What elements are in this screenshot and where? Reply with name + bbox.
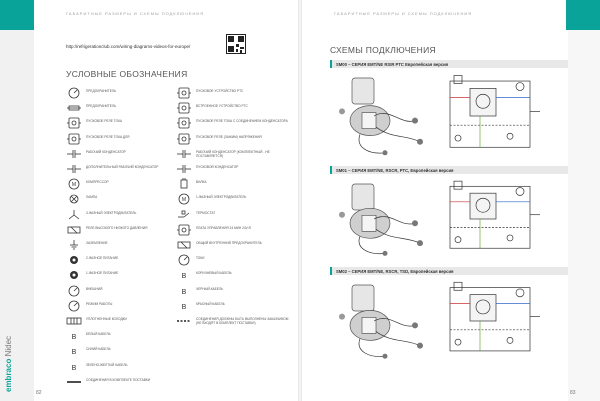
clock-icon — [66, 284, 82, 298]
gauge-icon — [66, 86, 82, 100]
gauge-icon — [66, 86, 82, 100]
pressure-relay-icon — [66, 223, 82, 237]
legend-item-label: СИНИЙ КАБЕЛЬ — [86, 347, 111, 352]
legend-item — [176, 284, 296, 299]
capacitor-icon — [66, 162, 82, 176]
schemes-title: СХЕМЫ ПОДКЛЮЧЕНИЯ — [330, 45, 436, 55]
compressor-icon — [66, 177, 82, 191]
legend-item — [66, 116, 186, 131]
legend-item-label: ПУСКОВОЕ РЕЛЕ (ЗАЖИМ) НАПРЯЖЕНИЯ — [196, 134, 262, 139]
legend-item-label: ПУСКОВОЕ РЕЛЕ ТОКА — [86, 119, 123, 124]
brand-sub: Nidec — [4, 335, 13, 357]
qr-code-icon[interactable] — [226, 34, 246, 54]
schematic — [450, 76, 540, 148]
svg-text:B: B — [181, 303, 187, 311]
wire-icon — [66, 360, 82, 374]
start-relay-icon — [66, 132, 82, 146]
svg-text:B: B — [181, 273, 187, 281]
schematic — [450, 282, 540, 351]
legend-item-label: РЕЖИМ РАБОТЫ — [86, 301, 113, 306]
legend-item-label: БЕЛЫЙ КАБЕЛЬ — [86, 332, 111, 337]
wire-icon — [176, 284, 192, 298]
legend-item-label: ВСТРОЕННОЕ УСТРОЙСТВО PTC — [196, 104, 248, 109]
legend-item-label: ПРЕДОХРАНИТЕЛЬ — [86, 104, 117, 109]
legend-item — [176, 314, 296, 329]
legend-item — [66, 223, 186, 238]
ground-icon — [66, 238, 82, 252]
start-relay-icon — [66, 116, 82, 130]
svg-text:M: M — [181, 197, 187, 204]
legend-item — [176, 177, 296, 192]
compressor-icon — [66, 177, 82, 191]
svg-text:B: B — [71, 334, 77, 342]
legend-item — [66, 253, 186, 268]
relay-cap-icon — [176, 132, 192, 146]
clock-icon — [66, 299, 82, 313]
schematic — [450, 181, 540, 248]
legend-item — [176, 132, 296, 147]
legend-item — [66, 162, 186, 177]
legend-item — [176, 238, 296, 253]
legend-item-label: УПЛОТНЕННЫЕ КОЛОДКИ — [86, 317, 127, 321]
legend-item — [66, 268, 186, 283]
page-number-right: 83 — [570, 390, 576, 396]
page-gutter — [298, 0, 302, 401]
legend-item — [66, 375, 186, 390]
video-link[interactable]: http://refrigerationclub.com/wiring-diagrams-videos-for-europe/ — [66, 44, 191, 49]
scheme-label-sm02: SM02 – СЕРИЯ EMT/NE, RSCR, TSD, Европейская версия — [336, 268, 454, 274]
legend-item-label: ТОКИ — [196, 256, 205, 261]
wire-icon — [176, 268, 192, 282]
left-accent-tab — [0, 0, 34, 30]
legend-item-label: СОЕДИНЕНИЯ В КОМПЛЕКТЕ ПОСТАВКИ — [86, 377, 150, 382]
svg-text:M: M — [71, 182, 77, 189]
ptc-icon — [176, 101, 192, 115]
timer-icon — [176, 253, 192, 267]
capacitor-icon — [66, 147, 82, 161]
thermostat-icon — [176, 208, 192, 222]
legend-item-label: ДОПОЛНИТЕЛЬНЫЙ РАБОЧИЙ КОНДЕНСАТОР — [86, 165, 159, 169]
legend-item-label: ТЕРМОСТАТ — [196, 210, 216, 215]
capacitor-icon — [176, 147, 192, 161]
legend-item — [176, 147, 296, 162]
legend-item — [176, 86, 296, 101]
fan-icon — [66, 208, 82, 222]
legend-item-label: ПРЕДОХРАНИТЕЛЬ — [86, 89, 117, 93]
capacitor-icon — [176, 147, 192, 161]
brand-name: embraco — [4, 358, 13, 392]
clock-icon — [66, 284, 82, 298]
legend-item-label: СОЕДИНЕНИЯ ДОЛЖНЫ БЫТЬ ВЫПОЛНЕНЫ ЗАКАЗЧИКОМ (НЕ ВХОДЯТ В КОМПЛЕКТ ПОСТАВКИ) — [196, 317, 289, 325]
timer-icon — [176, 253, 192, 267]
start-relay-icon — [66, 116, 82, 130]
relay-cap-icon — [176, 132, 192, 146]
fan-icon — [66, 208, 82, 222]
relay-cap-icon — [176, 116, 192, 130]
legend-title: УСЛОВНЫЕ ОБОЗНАЧЕНИЯ — [66, 69, 188, 79]
wire-icon — [176, 284, 192, 298]
ptc-icon — [176, 86, 192, 100]
wire-icon — [176, 268, 192, 282]
legend-item-label: 1-ФАЗНЫЙ ЭЛЕКТРОДВИГАТЕЛЬ — [196, 195, 247, 200]
fuse-icon — [66, 101, 82, 115]
legend-item-label: ПУСКОВОЕ РЕЛЕ ТОКА ДЛЯ — [86, 134, 130, 139]
brand-logo — [4, 336, 13, 392]
legend-item — [66, 329, 186, 344]
capacitor-icon — [66, 147, 82, 161]
svg-text:B: B — [71, 364, 77, 372]
scheme-sm01 — [330, 176, 568, 262]
legend-item-label: ЧЕРНЫЙ КАБЕЛЬ — [196, 286, 224, 291]
legend-item-label: ВИЛКА — [196, 180, 207, 185]
legend-item — [176, 299, 296, 314]
overload-icon — [176, 238, 192, 252]
right-accent-tab — [566, 0, 600, 30]
legend-item-label: ПУСКОВОЙ КОНДЕНСАТОР — [196, 165, 239, 169]
legend-item-label: 1-ФАЗНОЕ ПИТАНИЕ — [86, 271, 119, 276]
legend-item-label: РЕЛЕ ВЫСОКОГО НИЗКОГО ДАВЛЕНИЯ — [86, 225, 148, 230]
start-relay-icon — [66, 132, 82, 146]
fuse-icon — [66, 101, 82, 115]
line-icon — [66, 375, 82, 389]
overload-icon — [176, 238, 192, 252]
lamp-icon — [66, 192, 82, 206]
line-icon — [66, 375, 82, 389]
scheme-header-sm02 — [330, 267, 568, 275]
wire-icon — [176, 299, 192, 313]
terminal-icon — [66, 314, 82, 328]
legend-item-label: КОМПРЕССОР — [86, 180, 109, 185]
legend-item-label: ПУСКОВОЕ УСТРОЙСТВО PTC — [196, 89, 244, 93]
board-icon — [176, 223, 192, 237]
ptc-icon — [176, 101, 192, 115]
ptc-icon — [176, 86, 192, 100]
svg-text:B: B — [181, 288, 187, 296]
compressor-illustration — [339, 285, 423, 359]
ground-icon — [66, 238, 82, 252]
pressure-relay-icon — [66, 223, 82, 237]
legend-item-label: ЗЕЛЕНО-ЖЕЛТЫЙ КАБЕЛЬ — [86, 362, 128, 367]
page-number-left: 82 — [36, 390, 42, 396]
plug-icon — [176, 177, 192, 191]
legend-item — [66, 344, 186, 359]
legend-item-label: РАБОЧИЙ КОНДЕНСАТОР (КОМПЛЕКТНЫЙ - НЕ ПОСТАВЛЯЕТСЯ) — [196, 149, 270, 158]
wire-icon — [66, 344, 82, 358]
legend-item — [176, 192, 296, 207]
wire-icon — [66, 329, 82, 343]
heater-icon — [66, 253, 82, 267]
scheme-label-sm01: SM01 – СЕРИЯ EMT/NE, RSCR, PTC, Европейская версия — [336, 167, 454, 173]
wiring-diagram-sm02 — [330, 277, 568, 365]
scheme-header-sm00 — [330, 60, 568, 68]
legend-item — [176, 101, 296, 116]
legend-item — [66, 360, 186, 375]
wire-icon — [66, 344, 82, 358]
legend-item — [66, 284, 186, 299]
clock-icon — [66, 299, 82, 313]
heater-icon — [66, 253, 82, 267]
legend-item-label: ПЛАТА УПРАВЛЕНИЯ 24 МИН 24V-R — [196, 225, 251, 230]
relay-cap-icon — [176, 116, 192, 130]
legend-item — [176, 253, 296, 268]
legend-item — [176, 116, 296, 131]
wire-icon — [66, 360, 82, 374]
legend-item-label: ЛАМПА — [86, 195, 98, 200]
legend-item — [66, 101, 186, 116]
thermostat-icon — [176, 208, 192, 222]
terminal-icon — [66, 314, 82, 328]
legend-item-label: ОБЩИЙ ВНУТРЕННИЙ ПРЕДОХРАНИТЕЛЬ — [196, 241, 262, 245]
capacitor-icon — [176, 162, 192, 176]
legend-item — [66, 177, 186, 192]
board-icon — [176, 223, 192, 237]
running-head-left: ГАБАРИТНЫЕ РАЗМЕРЫ И СХЕМЫ ПОДКЛЮЧЕНИЯ — [66, 11, 205, 16]
capacitor-icon — [176, 162, 192, 176]
legend-item — [66, 132, 186, 147]
scheme-sm00 — [330, 70, 568, 162]
legend-item-label: РАБОЧИЙ КОНДЕНСАТОР — [86, 149, 126, 154]
legend-item — [176, 268, 296, 283]
legend-item-label: 2-ФАЗНОЕ ПИТАНИЕ — [86, 256, 119, 261]
dash-line-icon — [176, 314, 192, 328]
legend-item-label: ЗАЗЕМЛЕНИЕ — [86, 241, 108, 245]
legend-item — [66, 86, 186, 101]
legend-item — [176, 223, 296, 238]
capacitor-icon — [66, 162, 82, 176]
scheme-label-sm00: SM00 – СЕРИЯ EMT/NE RSIR PTC Европейская версия — [336, 61, 449, 67]
motor-icon — [176, 192, 192, 206]
right-margin-strip — [568, 30, 600, 401]
legend-item-label: КОРИЧНЕВЫЙ КАБЕЛЬ — [196, 271, 232, 276]
legend-item — [66, 314, 186, 329]
lamp-icon — [66, 192, 82, 206]
running-head-right: ГАБАРИТНЫЕ РАЗМЕРЫ И СХЕМЫ ПОДКЛЮЧЕНИЯ — [334, 11, 473, 16]
legend-item — [66, 192, 186, 207]
compressor-illustration — [339, 78, 423, 155]
wire-icon — [66, 329, 82, 343]
legend-item — [66, 147, 186, 162]
heater-icon — [66, 268, 82, 282]
wiring-diagram-sm01 — [330, 176, 568, 262]
wire-icon — [176, 299, 192, 313]
heater-icon — [66, 268, 82, 282]
plug-icon — [176, 177, 192, 191]
dash-line-icon — [176, 314, 192, 328]
legend-item-label: КРАСНЫЙ КАБЕЛЬ — [196, 301, 225, 306]
legend-item-label: ПУСКОВОЕ РЕЛЕ ТОКА С СОЕДИНЕНИЕМ КОНДЕНСАТОРА — [196, 119, 288, 124]
compressor-illustration — [339, 184, 423, 256]
legend-item — [66, 208, 186, 223]
scheme-header-sm01 — [330, 166, 568, 174]
legend-item — [66, 238, 186, 253]
legend-item — [176, 208, 296, 223]
legend-item-label: ВНЕШНИЙ — [86, 286, 103, 291]
svg-text:B: B — [71, 349, 77, 357]
scheme-sm02 — [330, 277, 568, 365]
wiring-diagram-sm00 — [330, 70, 568, 162]
legend-item — [176, 162, 296, 177]
motor-icon — [176, 192, 192, 206]
legend-item-label: 3-ФАЗНЫЙ ЭЛЕКТРОДВИГАТЕЛЬ — [86, 210, 137, 215]
legend-item — [66, 299, 186, 314]
